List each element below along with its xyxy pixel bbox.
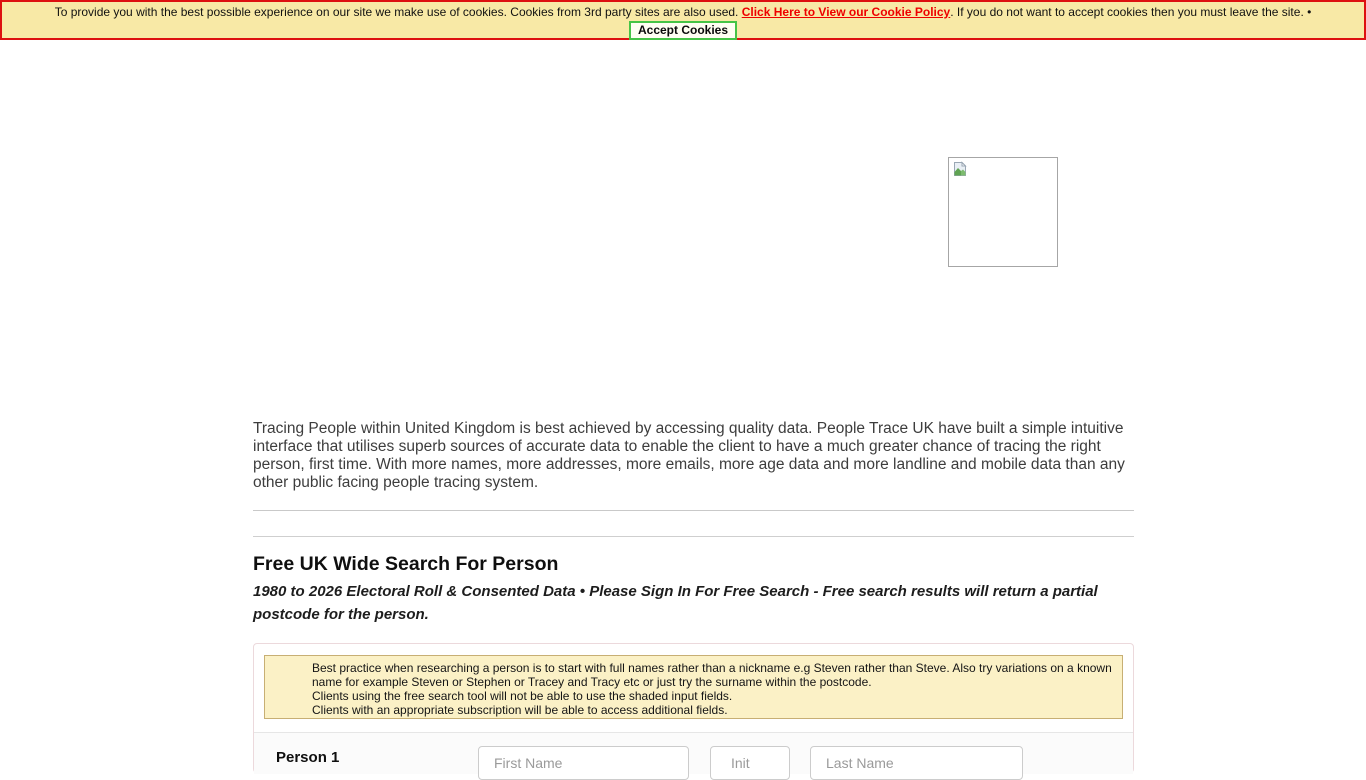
cookie-message-before: To provide you with the best possible experience on our site we make use of cookies. Cookies from 3rd party sites are also used. xyxy=(54,5,742,19)
section-title: Free UK Wide Search For Person xyxy=(253,553,559,575)
cookie-message-after: . If you do not want to accept cookies then you must leave the site. • xyxy=(950,5,1312,19)
cookie-banner-message xyxy=(2,5,1364,19)
notice-line: Best practice when researching a person is to start with full names rather than a nickname e.g Steven rather than Steve. Also try variations on a known xyxy=(312,661,1112,675)
notice-line: name for example Steven or Stephen or Tracey and Tracy etc or just try the surname within the postcode. xyxy=(312,675,872,689)
section-subtitle: 1980 to 2026 Electoral Roll & Consented Data • Please Sign In For Free Search - Free search results will return a partial postcode for the person. xyxy=(253,583,1098,623)
best-practice-notice xyxy=(264,655,1123,719)
missing-image-placeholder xyxy=(948,157,1058,267)
free-search-panel xyxy=(253,643,1134,773)
intro-paragraph: Tracing People within United Kingdom is best achieved by accessing quality data. People Trace UK have built a simple intuitive interface that utilises superb sources of accurate data to enable the client to have a much greater chance of tracing the right person, first time. With more names, more addresses, more emails, more age data and more landline and mobile data than any other public facing people tracing system. xyxy=(253,420,1125,491)
notice-line: Clients with an appropriate subscription will be able to access additional fields. xyxy=(312,703,728,717)
cookie-banner xyxy=(0,0,1366,40)
init-input[interactable] xyxy=(710,746,790,780)
last-name-input[interactable] xyxy=(810,746,1023,780)
horizontal-divider-top xyxy=(253,510,1134,511)
accept-cookies-button[interactable]: Accept Cookies xyxy=(629,21,737,40)
notice-line: Clients using the free search tool will not be able to use the shaded input fields. xyxy=(312,689,733,703)
person-1-label: Person 1 xyxy=(276,749,340,766)
horizontal-divider-bottom xyxy=(253,536,1134,537)
cookie-policy-link[interactable]: Click Here to View our Cookie Policy xyxy=(741,5,951,19)
first-name-input[interactable] xyxy=(478,746,689,780)
